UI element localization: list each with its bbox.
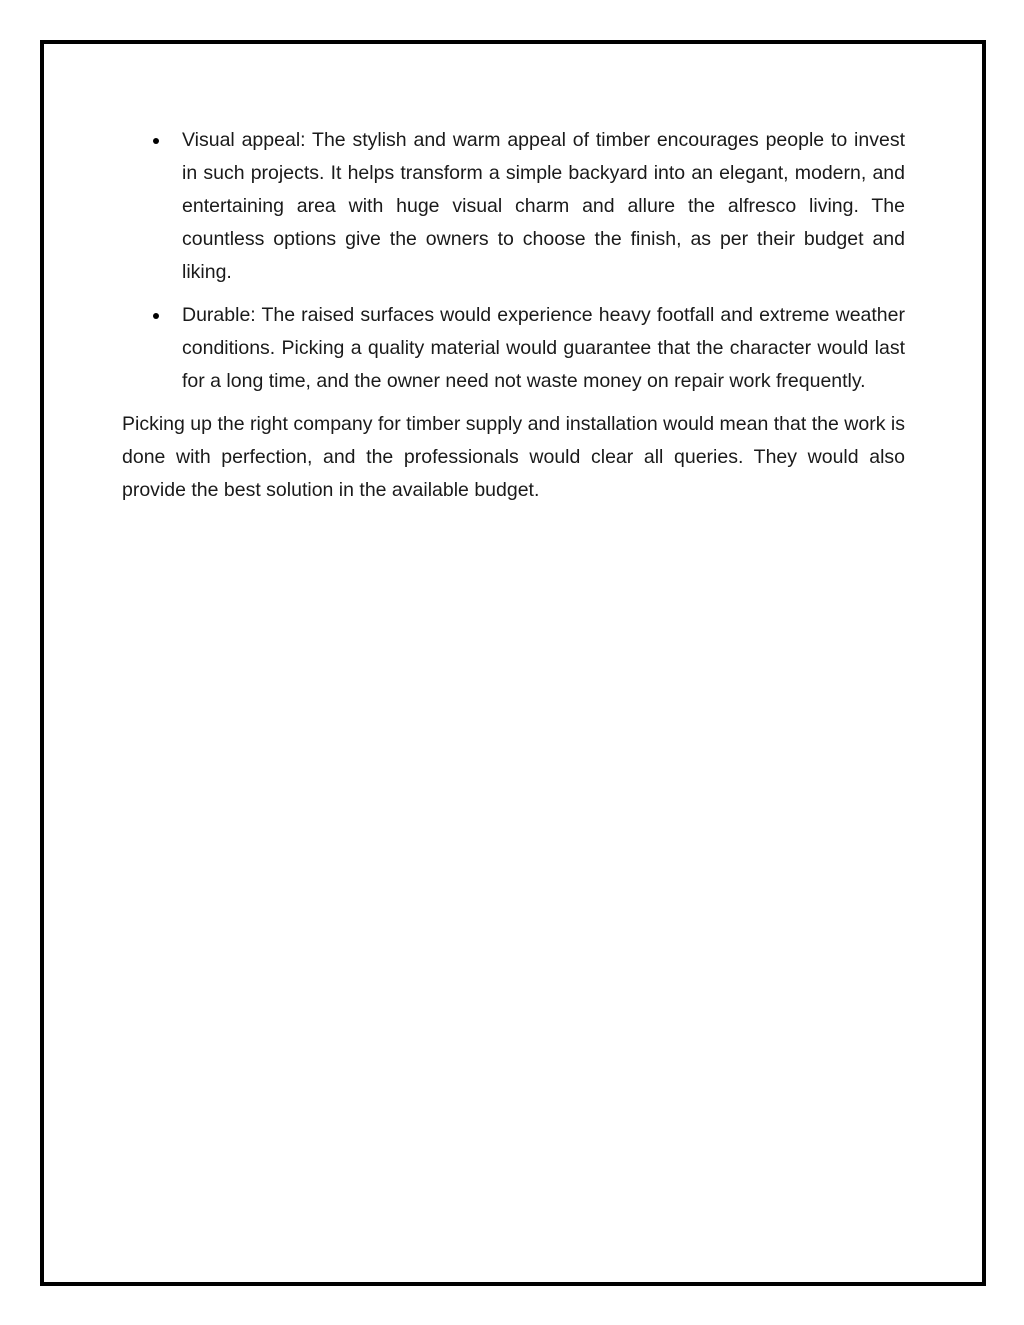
bullet-text: Visual appeal: The stylish and warm appeal of timber encourages people to invest in such projects. It helps transform a simple backyard into an elegant, modern, and entertaining area with huge visual charm and allure the alfresco living. The countless options give the owners to choose the finish, as per their budget and liking. bbox=[182, 129, 905, 283]
bullet-item-visual-appeal bbox=[122, 124, 905, 289]
closing-paragraph: Picking up the right company for timber supply and installation would mean that the work is done with perfection, and the professionals would clear all queries. They would also provide the best solution in the available budget. bbox=[122, 413, 905, 501]
bullet-text: Durable: The raised surfaces would experience heavy footfall and extreme weather conditions. Picking a quality material would guarantee that the character would last for a long time, and the owner need not waste money on repair work frequently. bbox=[182, 304, 905, 392]
bullet-icon bbox=[153, 138, 159, 144]
page-border bbox=[40, 40, 986, 1286]
page-content bbox=[122, 124, 905, 507]
bullet-icon bbox=[153, 313, 159, 319]
bullet-item-durable bbox=[122, 299, 905, 398]
bullet-list bbox=[122, 124, 905, 398]
